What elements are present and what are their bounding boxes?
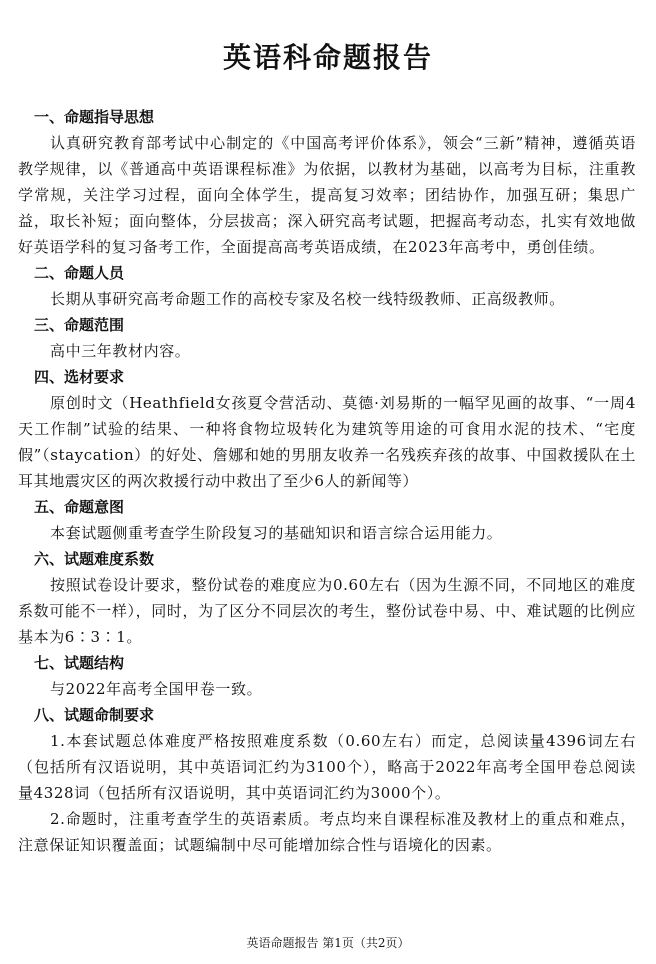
section-paragraph: 与2022年高考全国甲卷一致。 xyxy=(50,680,263,698)
section-heading: 二、命题人员 xyxy=(34,264,125,282)
section-heading: 四、选材要求 xyxy=(34,368,125,386)
section-paragraph: 认真研究教育部考试中心制定的《中国高考评价体系》，领会“三新”精神，遵循英语教学规律，以《普通高中英语课程标准》为依据，以教材为基础，以高考为目标，注重教学常规，关注学习过程，面向全体学生，提高复习效率；团结协作，加强互研；集思广益，取长补短；面向整体，分层拔高；深入研究高考试题，把握高考动态，扎实有效地做好英语学科的复习备考工作，全面提高高考英语成绩，在2023年高考中，勇创佳绩。 xyxy=(18,134,636,256)
section-paragraph: 长期从事研究高考命题工作的高校专家及名校一线特级教师、正高级教师。 xyxy=(50,290,565,308)
section-paragraph: 2.命题时，注重考查学生的英语素质。考点均来自课程标准及教材上的重点和难点，注意保证知识覆盖面；试题编制中尽可能增加综合性与语境化的因素。 xyxy=(18,810,636,854)
section-heading: 五、命题意图 xyxy=(34,498,125,516)
document-body xyxy=(18,104,636,858)
page-footer: 英语命题报告 第1页（共2页） xyxy=(246,936,410,950)
section-paragraph: 1.本套试题总体难度严格按照难度系数（0.60左右）而定，总阅读量4396词左右（包括所有汉语说明，其中英语词汇约为3100个），略高于2022年高考全国甲卷总阅读量4328词（包括所有汉语说明，其中英语词汇约为3000个）。 xyxy=(18,732,636,802)
section-structure xyxy=(18,650,636,702)
section-paragraph: 本套试题侧重考查学生阶段复习的基础知识和语言综合运用能力。 xyxy=(50,524,503,542)
section-heading: 三、命题范围 xyxy=(34,316,125,334)
section-heading: 七、试题结构 xyxy=(34,654,125,672)
section-compilation-requirements xyxy=(18,702,636,858)
section-paragraph: 原创时文（Heathfield女孩夏令营活动、莫德·刘易斯的一幅罕见画的故事、“一周4天工作制”试验的结果、一种将食物垃圾转化为建筑等用途的可食用水泥的技术、“宅度假”（staycation）的好处、詹娜和她的男朋友收养一名残疾弃孩的故事、中国救援队在土耳其地震灾区的两次救援行动中救出了至少6人的新闻等） xyxy=(18,394,636,490)
section-heading: 六、试题难度系数 xyxy=(34,550,155,568)
section-guiding-principles xyxy=(18,104,636,260)
section-heading: 八、试题命制要求 xyxy=(34,706,155,724)
section-paragraph: 按照试卷设计要求，整份试卷的难度应为0.60左右（因为生源不同，不同地区的难度系数可能不一样），同时，为了区分不同层次的考生，整份试卷中易、中、难试题的比例应基本为6∶3∶1。 xyxy=(18,576,636,646)
section-scope xyxy=(18,312,636,364)
section-intent xyxy=(18,494,636,546)
section-paragraph: 高中三年教材内容。 xyxy=(50,342,191,360)
document-title: 英语科命题报告 xyxy=(222,41,433,74)
section-material-requirements xyxy=(18,364,636,494)
section-personnel xyxy=(18,260,636,312)
section-difficulty xyxy=(18,546,636,650)
section-heading: 一、命题指导思想 xyxy=(34,108,155,126)
